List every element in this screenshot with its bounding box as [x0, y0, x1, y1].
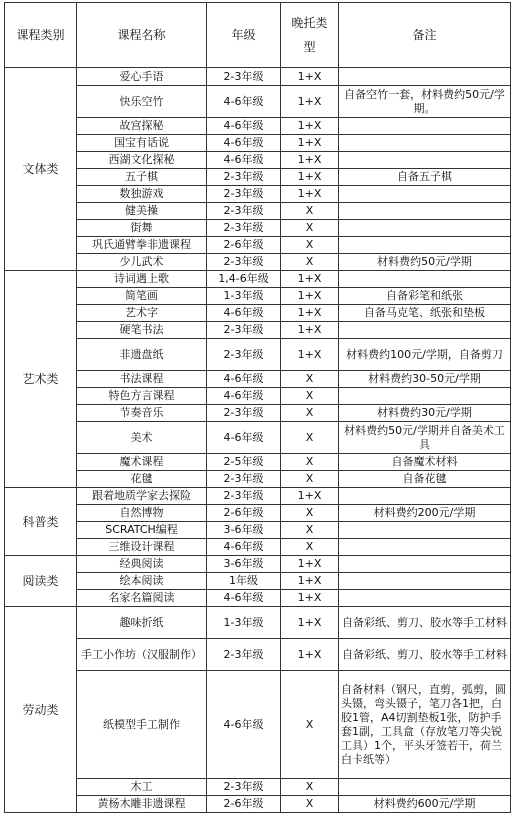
grade-cell: 2-3年级 — [207, 203, 281, 220]
note-cell — [339, 488, 511, 505]
grade-cell: 2-3年级 — [207, 488, 281, 505]
course-name-cell: 经典阅读 — [77, 556, 207, 573]
table-row — [5, 454, 511, 471]
type-cell: 1+X — [281, 169, 339, 186]
type-cell: X — [281, 671, 339, 779]
header-course-name: 课程名称 — [77, 3, 207, 68]
grade-cell: 4-6年级 — [207, 118, 281, 135]
category-cell: 艺术类 — [5, 271, 77, 488]
table-row — [5, 573, 511, 590]
grade-cell: 3-6年级 — [207, 556, 281, 573]
type-cell: 1+X — [281, 639, 339, 671]
course-name-cell: 爱心手语 — [77, 68, 207, 86]
type-cell: 1+X — [281, 488, 339, 505]
note-cell — [339, 388, 511, 405]
note-cell — [339, 539, 511, 556]
type-cell: 1+X — [281, 118, 339, 135]
course-table — [4, 2, 511, 813]
type-cell: 1+X — [281, 590, 339, 607]
course-name-cell: 木工 — [77, 779, 207, 796]
course-name-cell: 特色方言课程 — [77, 388, 207, 405]
table-row — [5, 405, 511, 422]
table-row — [5, 288, 511, 305]
course-name-cell: 快乐空竹 — [77, 86, 207, 118]
category-cell: 文体类 — [5, 68, 77, 271]
type-cell: X — [281, 388, 339, 405]
note-cell: 自备材料（钢尺，直剪，弧剪，圆头镊，弯头镊子，笔刀各1把，白胶1管，A4切割垫板1张，防护手套1副，工具盒（存放笔刀等尖锐工具）1个，平头牙签若干，荷兰白卡纸等） — [339, 671, 511, 779]
grade-cell: 4-6年级 — [207, 539, 281, 556]
table-row — [5, 779, 511, 796]
table-row — [5, 254, 511, 271]
note-cell: 材料费约50元/学期 — [339, 254, 511, 271]
course-name-cell: SCRATCH编程 — [77, 522, 207, 539]
table-row — [5, 271, 511, 288]
note-cell: 自备五子棋 — [339, 169, 511, 186]
course-name-cell: 名家名篇阅读 — [77, 590, 207, 607]
note-cell: 材料费约200元/学期 — [339, 505, 511, 522]
type-cell: X — [281, 422, 339, 454]
course-name-cell: 自然博物 — [77, 505, 207, 522]
header-category: 课程类别 — [5, 3, 77, 68]
course-name-cell: 五子棋 — [77, 169, 207, 186]
type-cell: 1+X — [281, 271, 339, 288]
course-name-cell: 故宫探秘 — [77, 118, 207, 135]
note-cell: 自备空竹一套，材料费约50元/学期。 — [339, 86, 511, 118]
note-cell: 自备彩笔和纸张 — [339, 288, 511, 305]
note-cell — [339, 522, 511, 539]
table-row — [5, 237, 511, 254]
course-name-cell: 数独游戏 — [77, 186, 207, 203]
type-cell: X — [281, 505, 339, 522]
type-cell: X — [281, 796, 339, 813]
note-cell: 材料费约600元/学期 — [339, 796, 511, 813]
type-cell: X — [281, 454, 339, 471]
type-cell: X — [281, 220, 339, 237]
type-cell: 1+X — [281, 86, 339, 118]
note-cell — [339, 590, 511, 607]
table-row — [5, 556, 511, 573]
grade-cell: 4-6年级 — [207, 388, 281, 405]
grade-cell: 2-6年级 — [207, 505, 281, 522]
table-row — [5, 422, 511, 454]
grade-cell: 2-3年级 — [207, 322, 281, 339]
grade-cell: 4-6年级 — [207, 671, 281, 779]
table-row — [5, 118, 511, 135]
grade-cell: 2-3年级 — [207, 254, 281, 271]
note-cell — [339, 556, 511, 573]
table-row — [5, 539, 511, 556]
note-cell: 自备魔术材料 — [339, 454, 511, 471]
type-cell: 1+X — [281, 573, 339, 590]
header-grade: 年级 — [207, 3, 281, 68]
header-notes: 备注 — [339, 3, 511, 68]
type-cell: 1+X — [281, 186, 339, 203]
table-row — [5, 169, 511, 186]
table-body — [5, 68, 511, 813]
course-name-cell: 三维设计课程 — [77, 539, 207, 556]
table-row — [5, 639, 511, 671]
table-row — [5, 505, 511, 522]
course-name-cell: 魔术课程 — [77, 454, 207, 471]
note-cell: 材料费约50元/学期并自备美术工具 — [339, 422, 511, 454]
type-cell: X — [281, 522, 339, 539]
table-row — [5, 68, 511, 86]
course-name-cell: 手工小作坊（汉服制作） — [77, 639, 207, 671]
table-row — [5, 488, 511, 505]
table-row — [5, 305, 511, 322]
grade-cell: 4-6年级 — [207, 86, 281, 118]
grade-cell: 2-3年级 — [207, 471, 281, 488]
grade-cell: 1-3年级 — [207, 607, 281, 639]
category-cell: 劳动类 — [5, 607, 77, 813]
grade-cell: 1年级 — [207, 573, 281, 590]
grade-cell: 4-6年级 — [207, 135, 281, 152]
course-name-cell: 少儿武术 — [77, 254, 207, 271]
note-cell — [339, 118, 511, 135]
note-cell — [339, 779, 511, 796]
course-name-cell: 艺术字 — [77, 305, 207, 322]
course-name-cell: 绘本阅读 — [77, 573, 207, 590]
note-cell — [339, 203, 511, 220]
note-cell: 材料费约30-50元/学期 — [339, 371, 511, 388]
grade-cell: 4-6年级 — [207, 371, 281, 388]
note-cell — [339, 237, 511, 254]
type-cell: 1+X — [281, 68, 339, 86]
note-cell — [339, 68, 511, 86]
course-name-cell: 黄杨木雕非遗课程 — [77, 796, 207, 813]
table-row — [5, 388, 511, 405]
table-row — [5, 522, 511, 539]
grade-cell: 2-3年级 — [207, 779, 281, 796]
type-cell: 1+X — [281, 339, 339, 371]
course-name-cell: 趣味折纸 — [77, 607, 207, 639]
course-name-cell: 纸模型手工制作 — [77, 671, 207, 779]
table-row — [5, 186, 511, 203]
type-cell: 1+X — [281, 305, 339, 322]
course-name-cell: 跟着地质学家去探险 — [77, 488, 207, 505]
table-row — [5, 152, 511, 169]
grade-cell: 4-6年级 — [207, 152, 281, 169]
course-name-cell: 美术 — [77, 422, 207, 454]
note-cell — [339, 152, 511, 169]
table-row — [5, 135, 511, 152]
course-name-cell: 简笔画 — [77, 288, 207, 305]
note-cell — [339, 220, 511, 237]
grade-cell: 2-3年级 — [207, 405, 281, 422]
grade-cell: 1,4-6年级 — [207, 271, 281, 288]
note-cell: 自备马克笔、纸张和垫板 — [339, 305, 511, 322]
table-row — [5, 796, 511, 813]
course-name-cell: 国宝有话说 — [77, 135, 207, 152]
type-cell: X — [281, 237, 339, 254]
grade-cell: 4-6年级 — [207, 305, 281, 322]
grade-cell: 4-6年级 — [207, 422, 281, 454]
grade-cell: 2-6年级 — [207, 237, 281, 254]
type-cell: X — [281, 203, 339, 220]
course-name-cell: 街舞 — [77, 220, 207, 237]
grade-cell: 2-3年级 — [207, 169, 281, 186]
category-cell: 阅读类 — [5, 556, 77, 607]
type-cell: 1+X — [281, 322, 339, 339]
course-name-cell: 书法课程 — [77, 371, 207, 388]
type-cell: X — [281, 371, 339, 388]
grade-cell: 2-5年级 — [207, 454, 281, 471]
course-name-cell: 节奏音乐 — [77, 405, 207, 422]
course-name-cell: 健美操 — [77, 203, 207, 220]
type-cell: 1+X — [281, 607, 339, 639]
note-cell — [339, 322, 511, 339]
note-cell: 自备彩纸、剪刀、胶水等手工材料 — [339, 607, 511, 639]
note-cell — [339, 573, 511, 590]
grade-cell: 2-3年级 — [207, 220, 281, 237]
type-cell: X — [281, 539, 339, 556]
grade-cell: 2-3年级 — [207, 186, 281, 203]
table-row — [5, 339, 511, 371]
category-cell: 科普类 — [5, 488, 77, 556]
header-row — [5, 3, 511, 68]
header-type: 晚托类 型 — [281, 3, 339, 68]
course-name-cell: 花毽 — [77, 471, 207, 488]
type-cell: 1+X — [281, 152, 339, 169]
table-row — [5, 86, 511, 118]
type-cell: X — [281, 471, 339, 488]
note-cell: 材料费约100元/学期，自备剪刀 — [339, 339, 511, 371]
grade-cell: 1-3年级 — [207, 288, 281, 305]
type-cell: 1+X — [281, 135, 339, 152]
grade-cell: 2-3年级 — [207, 339, 281, 371]
type-cell: X — [281, 405, 339, 422]
note-cell — [339, 135, 511, 152]
note-cell: 材料费约30元/学期 — [339, 405, 511, 422]
grade-cell: 2-6年级 — [207, 796, 281, 813]
table-row — [5, 371, 511, 388]
course-name-cell: 硬笔书法 — [77, 322, 207, 339]
course-name-cell: 诗词遇上歌 — [77, 271, 207, 288]
grade-cell: 3-6年级 — [207, 522, 281, 539]
note-cell: 自备花毽 — [339, 471, 511, 488]
course-name-cell: 巩氏通臂拳非遗课程 — [77, 237, 207, 254]
grade-cell: 4-6年级 — [207, 590, 281, 607]
course-name-cell: 西湖文化探秘 — [77, 152, 207, 169]
grade-cell: 2-3年级 — [207, 68, 281, 86]
table-row — [5, 203, 511, 220]
table-row — [5, 607, 511, 639]
type-cell: 1+X — [281, 288, 339, 305]
table-row — [5, 671, 511, 779]
table-row — [5, 322, 511, 339]
note-cell — [339, 271, 511, 288]
note-cell — [339, 186, 511, 203]
note-cell: 自备彩纸、剪刀、胶水等手工材料 — [339, 639, 511, 671]
table-row — [5, 590, 511, 607]
grade-cell: 2-3年级 — [207, 639, 281, 671]
table-row — [5, 220, 511, 237]
type-cell: X — [281, 779, 339, 796]
course-name-cell: 非遗盘纸 — [77, 339, 207, 371]
table-row — [5, 471, 511, 488]
type-cell: X — [281, 254, 339, 271]
type-cell: 1+X — [281, 556, 339, 573]
